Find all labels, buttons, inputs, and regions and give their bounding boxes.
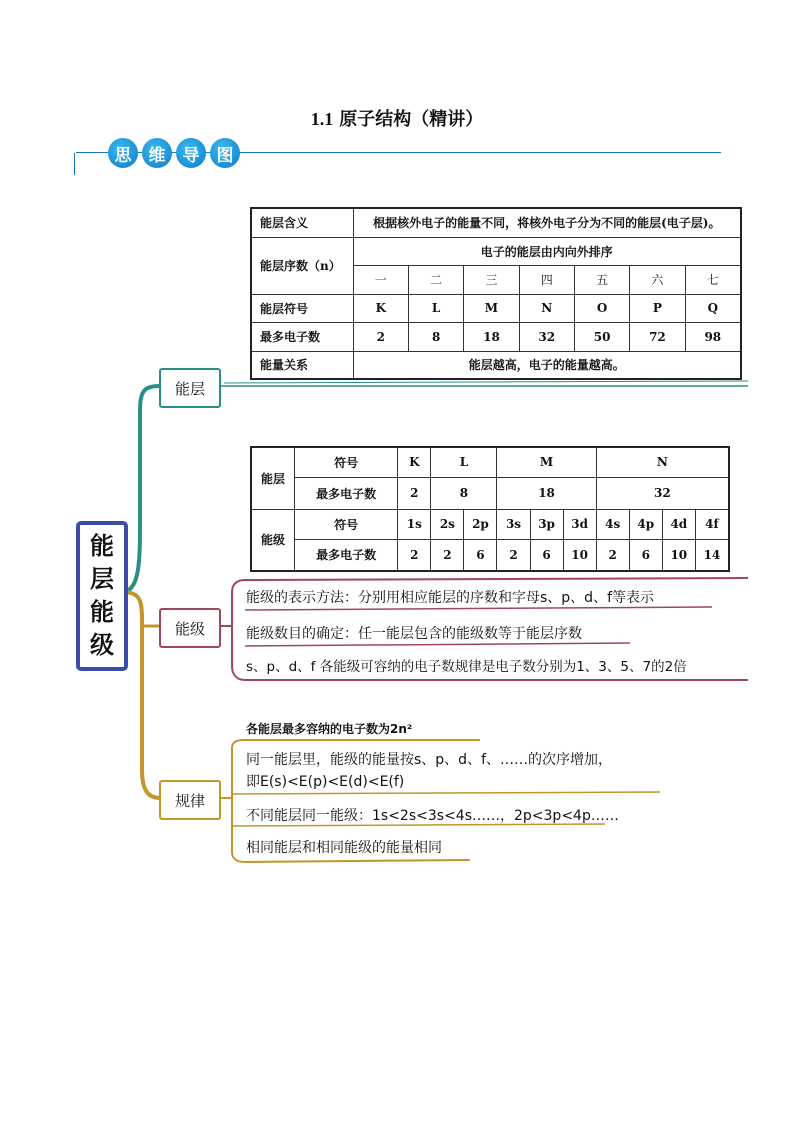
t2-level-symbol-cell: 1s (398, 509, 431, 539)
t2-level-symbol-cell: 3s (497, 509, 530, 539)
t2-level-max-cell: 2 (497, 539, 530, 571)
t1-order-cell: 七 (685, 265, 741, 294)
energy-level-table (250, 446, 730, 572)
central-char-1: 能 (90, 532, 114, 560)
t1-symbol-cell: K (353, 294, 408, 322)
rule-diff-layer: 不同能层同一能级：1s<2s<3s<4s……，2p<3p<4p…… (246, 808, 619, 824)
level-note-notation: 能级的表示方法：分别用相应能层的序数和字母s、p、d、f等表示 (246, 590, 654, 606)
t2-layer-symbol-cell: L (431, 447, 497, 477)
header-badge-4: 图 (210, 138, 240, 168)
t2-level-max-cell: 2 (398, 539, 431, 571)
header-badge-1: 思 (108, 138, 138, 168)
t1-symbol-cell: O (574, 294, 629, 322)
t1-max-label: 最多电子数 (251, 322, 353, 351)
central-char-2: 层 (90, 565, 114, 593)
t2-layer-symbol-cell: N (596, 447, 729, 477)
t2-level-max-label: 最多电子数 (295, 539, 398, 571)
branch-rules: 规律 (159, 780, 221, 820)
t1-max-cell: 32 (519, 322, 574, 351)
t1-max-cell: 2 (353, 322, 408, 351)
t1-max-cell: 50 (574, 322, 629, 351)
central-char-4: 级 (90, 631, 114, 659)
t1-relation-value: 能层越高，电子的能量越高。 (353, 351, 741, 379)
t2-level-label: 能级 (251, 509, 295, 571)
central-node (76, 521, 128, 671)
t2-level-symbol-cell: 4f (695, 509, 729, 539)
t1-symbol-cell: P (630, 294, 685, 322)
t2-level-symbol-cell: 3p (530, 509, 563, 539)
header-badge-2: 维 (142, 138, 172, 168)
title-text: 原子结构（精讲） (339, 109, 484, 130)
t2-layer-label: 能层 (251, 447, 295, 509)
t2-level-max-cell: 2 (431, 539, 464, 571)
t1-symbol-cell: N (519, 294, 574, 322)
t2-level-symbol-cell: 4s (596, 509, 629, 539)
t2-layer-max-label: 最多电子数 (295, 477, 398, 509)
level-note-count: 能级数目的确定：任一能层包含的能级数等于能层序数 (246, 626, 582, 642)
t1-meaning-value: 根据核外电子的能量不同，将核外电子分为不同的能层(电子层)。 (353, 208, 741, 237)
t1-max-cell: 72 (630, 322, 685, 351)
t1-relation-label: 能量关系 (251, 351, 353, 379)
t2-level-max-cell: 2 (596, 539, 629, 571)
t1-symbol-cell: L (408, 294, 463, 322)
rule-same-layer-1: 同一能层里，能级的能量按s、p、d、f、……的次序增加， (246, 752, 612, 768)
t2-level-max-cell: 14 (695, 539, 729, 571)
t2-level-max-cell: 6 (530, 539, 563, 571)
t2-layer-max-cell: 8 (431, 477, 497, 509)
t2-level-max-cell: 6 (464, 539, 497, 571)
t2-level-symbol-cell: 4d (662, 509, 695, 539)
t2-layer-symbol-label: 符号 (295, 447, 398, 477)
t2-layer-symbol-cell: K (398, 447, 431, 477)
t2-level-max-cell: 10 (563, 539, 596, 571)
connector-energy-layer-top (224, 381, 748, 383)
t1-order-cell: 五 (574, 265, 629, 294)
central-char-3: 能 (90, 598, 114, 626)
header-badge-3: 导 (176, 138, 206, 168)
branch-energy-layer: 能层 (159, 368, 221, 408)
t1-order-label: 能层序数（n） (251, 237, 353, 294)
t1-order-cell: 六 (630, 265, 685, 294)
t2-level-symbol-label: 符号 (295, 509, 398, 539)
t1-symbol-cell: Q (685, 294, 741, 322)
level-note-capacity: s、p、d、f 各能级可容纳的电子数规律是电子数分别为1、3、5、7的2倍 (246, 659, 687, 675)
underline-rule-1 (232, 792, 660, 794)
t2-level-max-cell: 6 (629, 539, 662, 571)
t1-meaning-label: 能层含义 (251, 208, 353, 237)
t1-symbol-label: 能层符号 (251, 294, 353, 322)
title-number: 1.1 (310, 109, 334, 129)
t2-layer-symbol-cell: M (497, 447, 596, 477)
underline-level-2 (245, 643, 630, 646)
t1-order-header: 电子的能层由内向外排序 (353, 237, 741, 265)
branch-energy-level: 能级 (159, 608, 221, 648)
t2-layer-max-cell: 2 (398, 477, 431, 509)
energy-layer-table (250, 207, 742, 380)
t1-order-cell: 四 (519, 265, 574, 294)
rule-max-electrons: 各能层最多容纳的电子数为2n² (246, 722, 413, 736)
underline-level-1 (245, 607, 712, 610)
t2-layer-max-cell: 18 (497, 477, 596, 509)
t1-max-cell: 18 (464, 322, 519, 351)
t2-level-max-cell: 10 (662, 539, 695, 571)
rule-same-layer-2: 即E(s)<E(p)<E(d)<E(f) (246, 774, 405, 790)
t2-level-symbol-cell: 3d (563, 509, 596, 539)
t2-layer-max-cell: 32 (596, 477, 729, 509)
t1-order-cell: 三 (464, 265, 519, 294)
t1-order-cell: 二 (408, 265, 463, 294)
t1-order-cell: 一 (353, 265, 408, 294)
rule-same-same: 相同能层和相同能级的能量相同 (246, 840, 442, 856)
t2-level-symbol-cell: 2p (464, 509, 497, 539)
t1-symbol-cell: M (464, 294, 519, 322)
t1-max-cell: 8 (408, 322, 463, 351)
t2-level-symbol-cell: 4p (629, 509, 662, 539)
t2-level-symbol-cell: 2s (431, 509, 464, 539)
t1-max-cell: 98 (685, 322, 741, 351)
